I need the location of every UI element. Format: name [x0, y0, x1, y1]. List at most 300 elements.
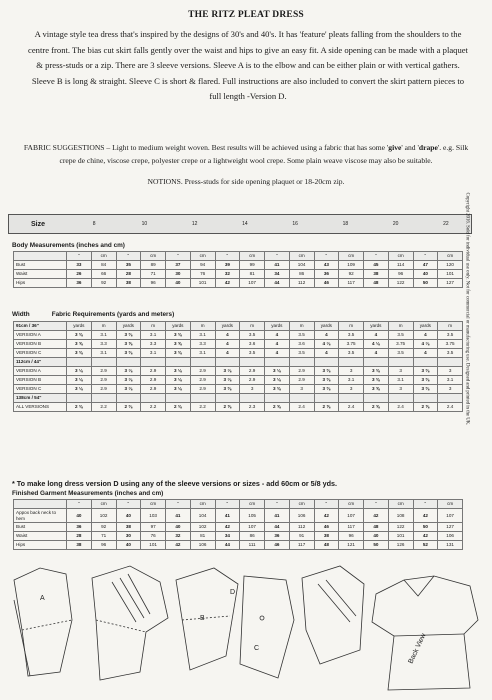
fabric-req-title: Fabric Requirements (yards and meters): [51, 311, 175, 318]
value-cell: 2 ⅝: [364, 403, 389, 412]
value-cell: 101: [438, 270, 463, 279]
table-row: [14, 376, 463, 385]
size-value: 18: [342, 221, 349, 227]
back-view-label: Back View: [407, 632, 428, 665]
row-label: VERSION B: [14, 376, 67, 385]
unit-cell: m: [91, 322, 116, 331]
row-label: Hips: [14, 541, 67, 550]
value-cell: 3 ⅛: [166, 385, 191, 394]
value-cell: 2 ⅝: [413, 403, 438, 412]
notions: [20, 177, 472, 186]
value-cell: 4: [265, 340, 290, 349]
value-cell: 4: [265, 349, 290, 358]
value-cell: 66: [91, 270, 116, 279]
value-cell: 3.5: [438, 349, 463, 358]
unit-cell: ": [364, 500, 389, 509]
unit-cell: ": [314, 252, 339, 261]
value-cell: 117: [339, 523, 364, 532]
row-label: ALL VERSIONS: [14, 403, 67, 412]
value-cell: 40: [67, 509, 92, 523]
value-cell: 96: [141, 279, 166, 288]
unit-cell: cm: [339, 252, 364, 261]
value-cell: 41: [215, 509, 240, 523]
unit-cell: [240, 358, 265, 367]
value-cell: 3.5: [388, 349, 413, 358]
notions-label: NOTIONS.: [147, 177, 183, 186]
value-cell: 3.3: [190, 340, 215, 349]
value-cell: 81: [240, 270, 265, 279]
unit-cell: cm: [190, 252, 215, 261]
value-cell: 40: [116, 541, 141, 550]
unit-cell: m: [339, 322, 364, 331]
value-cell: 2.9: [190, 385, 215, 394]
value-cell: 2.4: [388, 403, 413, 412]
fabric-text-3: '. e.g. Silk crepe de chine, viscose crepe, polyester crepe or a lightweight wool crepe. Some plain weave viscose may also be suitable.: [59, 143, 469, 165]
unit-cell: [190, 358, 215, 367]
value-cell: 3.5: [339, 331, 364, 340]
table-row: [14, 331, 463, 340]
unit-cell: yards: [314, 322, 339, 331]
value-cell: 42: [215, 279, 240, 288]
value-cell: 3 ⅜: [413, 376, 438, 385]
unit-row: [14, 358, 463, 367]
value-cell: 3 ⅝: [166, 340, 191, 349]
value-cell: 3 ⅛: [116, 367, 141, 376]
value-cell: 121: [339, 541, 364, 550]
value-cell: 3 ⅜: [166, 349, 191, 358]
value-cell: 3 ⅜: [116, 331, 141, 340]
value-cell: 28: [116, 270, 141, 279]
sleeve-a-drawing: [14, 568, 72, 676]
unit-cell: [67, 394, 92, 403]
value-cell: 3 ⅝: [116, 340, 141, 349]
value-cell: 40: [116, 509, 141, 523]
value-cell: 105: [240, 509, 265, 523]
row-label: Waist: [14, 532, 67, 541]
value-cell: 3.1: [438, 376, 463, 385]
back-view-drawing: [372, 576, 478, 690]
value-cell: 3: [339, 367, 364, 376]
value-cell: 76: [190, 270, 215, 279]
value-cell: 3 ⅜: [166, 331, 191, 340]
value-cell: 38: [116, 523, 141, 532]
unit-cell: [339, 394, 364, 403]
value-cell: 3 ⅜: [116, 349, 141, 358]
value-cell: 32: [166, 532, 191, 541]
value-cell: 4 ⅛: [314, 340, 339, 349]
unit-cell: cm: [289, 500, 314, 509]
table-row: [14, 541, 463, 550]
unit-cell: [116, 394, 141, 403]
value-cell: 127: [438, 279, 463, 288]
value-cell: 3.75: [339, 340, 364, 349]
value-cell: 42: [413, 509, 438, 523]
value-cell: 3.75: [388, 340, 413, 349]
value-cell: 3.5: [240, 331, 265, 340]
value-cell: 40: [166, 279, 191, 288]
unit-cell: yards: [215, 322, 240, 331]
unit-cell: [265, 358, 290, 367]
value-cell: 2.9: [190, 376, 215, 385]
value-cell: 3 ⅛: [67, 385, 92, 394]
value-cell: 46: [265, 541, 290, 550]
table-row: [14, 270, 463, 279]
value-cell: 4: [265, 331, 290, 340]
unit-cell: [116, 358, 141, 367]
unit-row: [14, 500, 463, 509]
value-cell: 103: [141, 509, 166, 523]
value-cell: 102: [190, 523, 215, 532]
unit-cell: [438, 358, 463, 367]
unit-cell: m: [240, 322, 265, 331]
unit-cell: ": [116, 500, 141, 509]
value-cell: 26: [67, 270, 92, 279]
unit-cell: m: [388, 322, 413, 331]
value-cell: 28: [67, 532, 92, 541]
value-cell: 40: [413, 270, 438, 279]
value-cell: 86: [240, 532, 265, 541]
unit-cell: cm: [388, 252, 413, 261]
value-cell: 2 ⅝: [265, 403, 290, 412]
value-cell: 108: [388, 509, 413, 523]
size-value: 14: [242, 221, 248, 227]
value-cell: 41: [265, 509, 290, 523]
value-cell: 106: [289, 509, 314, 523]
value-cell: 104: [190, 509, 215, 523]
value-cell: 42: [314, 509, 339, 523]
unit-cell: [67, 358, 92, 367]
value-cell: 92: [91, 523, 116, 532]
unit-row: [14, 394, 463, 403]
drawing-label: B: [200, 615, 205, 622]
unit-cell: ": [413, 500, 438, 509]
value-cell: 2.9: [91, 385, 116, 394]
unit-cell: m: [190, 322, 215, 331]
unit-cell: [215, 394, 240, 403]
value-cell: 2.2: [190, 403, 215, 412]
value-cell: 131: [438, 541, 463, 550]
unit-row: [14, 322, 463, 331]
value-cell: 2.9: [141, 367, 166, 376]
value-cell: 3: [438, 385, 463, 394]
row-label: Appox back neck to hem: [14, 509, 67, 523]
width-label: Width: [12, 311, 30, 318]
value-cell: 2.9: [91, 367, 116, 376]
value-cell: 44: [215, 541, 240, 550]
value-cell: 86: [289, 270, 314, 279]
value-cell: 2.4: [339, 403, 364, 412]
table-row: [14, 349, 463, 358]
unit-cell: [190, 394, 215, 403]
unit-cell: cm: [438, 252, 463, 261]
value-cell: 3: [240, 385, 265, 394]
value-cell: 48: [364, 523, 389, 532]
unit-cell: [141, 394, 166, 403]
size-value: 10: [141, 221, 148, 227]
value-cell: 48: [314, 541, 339, 550]
value-cell: 3.1: [91, 349, 116, 358]
size-label: Size: [31, 220, 46, 228]
unit-cell: [413, 358, 438, 367]
unit-cell: m: [438, 322, 463, 331]
value-cell: 3 ⅜: [364, 367, 389, 376]
value-cell: 96: [339, 532, 364, 541]
unit-cell: [413, 394, 438, 403]
value-cell: 3 ⅜: [364, 376, 389, 385]
value-cell: 2 ⅜: [116, 403, 141, 412]
fabric-text-2: ' and ': [401, 143, 419, 152]
row-label: VERSION A: [14, 367, 67, 376]
value-cell: 3.1: [339, 376, 364, 385]
value-cell: 102: [91, 509, 116, 523]
row-label: Bust: [14, 523, 67, 532]
drawing-label: D: [230, 589, 236, 596]
value-cell: 3 ⅜: [314, 385, 339, 394]
value-cell: 107: [339, 509, 364, 523]
value-cell: 2.9: [141, 376, 166, 385]
value-cell: 3.1: [190, 349, 215, 358]
row-label: VERSION B: [14, 340, 67, 349]
value-cell: 40: [166, 523, 191, 532]
unit-cell: yards: [166, 322, 191, 331]
value-cell: 2.4: [438, 403, 463, 412]
value-cell: 71: [91, 532, 116, 541]
value-cell: 41: [265, 261, 290, 270]
value-cell: 42: [215, 523, 240, 532]
size-value: 8: [92, 221, 96, 227]
value-cell: 2.9: [289, 376, 314, 385]
unit-cell: [388, 358, 413, 367]
row-label: VERSION C: [14, 385, 67, 394]
unit-cell: [314, 358, 339, 367]
value-cell: 3.5: [289, 331, 314, 340]
unit-cell: m: [141, 322, 166, 331]
value-cell: 4 ⅛: [364, 340, 389, 349]
value-cell: 122: [388, 279, 413, 288]
size-value: 16: [292, 221, 298, 227]
value-cell: 3 ⅜: [67, 331, 92, 340]
unit-cell: ": [67, 500, 92, 509]
value-cell: 126: [388, 541, 413, 550]
unit-cell: [91, 394, 116, 403]
value-cell: 3 ⅝: [364, 385, 389, 394]
value-cell: 91: [289, 532, 314, 541]
row-label: Hips: [14, 279, 67, 288]
value-cell: 32: [215, 270, 240, 279]
value-cell: 3 ⅜: [215, 385, 240, 394]
unit-cell: cm: [190, 500, 215, 509]
value-cell: 92: [339, 270, 364, 279]
value-cell: 114: [388, 261, 413, 270]
unit-cell: ": [314, 500, 339, 509]
value-cell: 2.9: [141, 385, 166, 394]
value-cell: 36: [67, 279, 92, 288]
sleeve-c-drawing: [176, 568, 238, 670]
fabric-text-1: – Light to medium weight woven. Best results will be achieved using a fabric that has some ': [104, 143, 389, 152]
value-cell: 41: [166, 509, 191, 523]
unit-cell: [438, 394, 463, 403]
unit-cell: [265, 394, 290, 403]
value-cell: 3 ⅛: [265, 376, 290, 385]
unit-cell: [215, 358, 240, 367]
unit-cell: [91, 358, 116, 367]
value-cell: 3 ⅛: [166, 367, 191, 376]
value-cell: 3 ⅜: [413, 385, 438, 394]
value-cell: 3 ⅜: [314, 367, 339, 376]
value-cell: 111: [240, 541, 265, 550]
value-cell: 2.9: [289, 367, 314, 376]
value-cell: 36: [265, 532, 290, 541]
unit-cell: cm: [289, 252, 314, 261]
fabric-suggestions: [20, 141, 472, 167]
value-cell: 4: [215, 349, 240, 358]
value-cell: 43: [314, 261, 339, 270]
unit-cell: ": [116, 252, 141, 261]
size-value: 20: [392, 221, 399, 227]
value-cell: 2.4: [289, 403, 314, 412]
unit-cell: ": [265, 252, 290, 261]
value-cell: 39: [215, 261, 240, 270]
drawing-label: A: [40, 595, 45, 602]
value-cell: 3 ⅝: [67, 340, 92, 349]
fabric-give: give: [388, 143, 402, 152]
value-cell: 117: [289, 541, 314, 550]
value-cell: 38: [314, 532, 339, 541]
value-cell: 46: [314, 279, 339, 288]
finished-measurements-table: [13, 499, 463, 550]
table-row: [14, 403, 463, 412]
value-cell: 76: [141, 532, 166, 541]
value-cell: 4: [314, 349, 339, 358]
body-measurements-table: [13, 251, 463, 288]
value-cell: 107: [240, 523, 265, 532]
value-cell: 3.5: [339, 349, 364, 358]
unit-cell: [388, 394, 413, 403]
table-row: [14, 385, 463, 394]
garment-drawings: [0, 560, 492, 700]
fabric-drape: drape: [418, 143, 438, 152]
unit-cell: ": [67, 252, 92, 261]
value-cell: 99: [240, 261, 265, 270]
unit-cell: cm: [438, 500, 463, 509]
value-cell: 92: [91, 279, 116, 288]
sleeve-d-drawing: [240, 576, 294, 678]
size-value: 22: [443, 221, 449, 227]
value-cell: 3 ⅛: [215, 367, 240, 376]
value-cell: 97: [141, 523, 166, 532]
value-cell: 4: [314, 331, 339, 340]
unit-cell: yards: [364, 322, 389, 331]
value-cell: 3.1: [91, 331, 116, 340]
back-bodice-drawing: [302, 566, 364, 664]
value-cell: 112: [289, 523, 314, 532]
unit-cell: m: [289, 322, 314, 331]
value-cell: 94: [190, 261, 215, 270]
value-cell: 3.5: [438, 331, 463, 340]
unit-cell: yards: [67, 322, 92, 331]
value-cell: 3.1: [141, 331, 166, 340]
value-cell: 71: [141, 270, 166, 279]
value-cell: 3.1: [190, 331, 215, 340]
value-cell: 127: [438, 523, 463, 532]
value-cell: 3: [438, 367, 463, 376]
drawing-label: C: [254, 645, 260, 652]
value-cell: 4: [215, 340, 240, 349]
value-cell: 30: [116, 532, 141, 541]
value-cell: 3.5: [289, 349, 314, 358]
value-cell: 3 ⅜: [413, 367, 438, 376]
value-cell: 30: [166, 270, 191, 279]
value-cell: 36: [314, 270, 339, 279]
copyright-notice: Copyright 2016. Sold for individual use only. Not for commercial or manufacturing use. Designed and printed in the UK.: [464, 192, 470, 426]
unit-row-label: 91cm / 36": [14, 322, 67, 331]
value-cell: 120: [438, 261, 463, 270]
value-cell: 101: [141, 541, 166, 550]
table-row: [14, 523, 463, 532]
value-cell: 3.6: [289, 340, 314, 349]
unit-cell: cm: [388, 500, 413, 509]
value-cell: 4 ⅛: [413, 340, 438, 349]
value-cell: 2 ⅜: [166, 403, 191, 412]
value-cell: 2.3: [240, 403, 265, 412]
table-row: [14, 532, 463, 541]
unit-cell: cm: [240, 500, 265, 509]
unit-cell: [339, 358, 364, 367]
value-cell: 107: [240, 279, 265, 288]
unit-cell: cm: [141, 252, 166, 261]
table-row: [14, 261, 463, 270]
value-cell: 3 ⅛: [67, 367, 92, 376]
value-cell: 38: [116, 279, 141, 288]
value-cell: 4: [364, 349, 389, 358]
value-cell: 2 ⅝: [215, 403, 240, 412]
size-value: 12: [191, 221, 198, 227]
value-cell: 4: [413, 349, 438, 358]
value-cell: 3.5: [240, 349, 265, 358]
row-label: Bust: [14, 261, 67, 270]
unit-cell: cm: [141, 500, 166, 509]
fabric-req-heading: [12, 311, 174, 318]
unit-cell: ": [265, 500, 290, 509]
value-cell: 3: [289, 385, 314, 394]
value-cell: 4: [364, 331, 389, 340]
table-row: [14, 340, 463, 349]
value-cell: 3 ⅜: [67, 349, 92, 358]
value-cell: 44: [265, 523, 290, 532]
value-cell: 101: [190, 279, 215, 288]
unit-cell: cm: [91, 252, 116, 261]
value-cell: 40: [364, 532, 389, 541]
unit-cell: [166, 394, 191, 403]
value-cell: 3 ⅛: [166, 376, 191, 385]
value-cell: 42: [413, 532, 438, 541]
value-cell: 112: [289, 279, 314, 288]
value-cell: 107: [438, 509, 463, 523]
value-cell: 2.9: [91, 376, 116, 385]
value-cell: 50: [413, 523, 438, 532]
value-cell: 3 ⅛: [116, 376, 141, 385]
value-cell: 3.6: [240, 340, 265, 349]
unit-cell: yards: [413, 322, 438, 331]
value-cell: 117: [339, 279, 364, 288]
notions-text: Press-studs for side opening plaquet or 18-20cm zip.: [182, 177, 345, 186]
unit-row-label: 138cm / 54": [14, 394, 67, 403]
value-cell: 104: [289, 261, 314, 270]
value-cell: 4: [413, 331, 438, 340]
unit-cell: [289, 394, 314, 403]
value-cell: 2.2: [91, 403, 116, 412]
value-cell: 34: [215, 532, 240, 541]
